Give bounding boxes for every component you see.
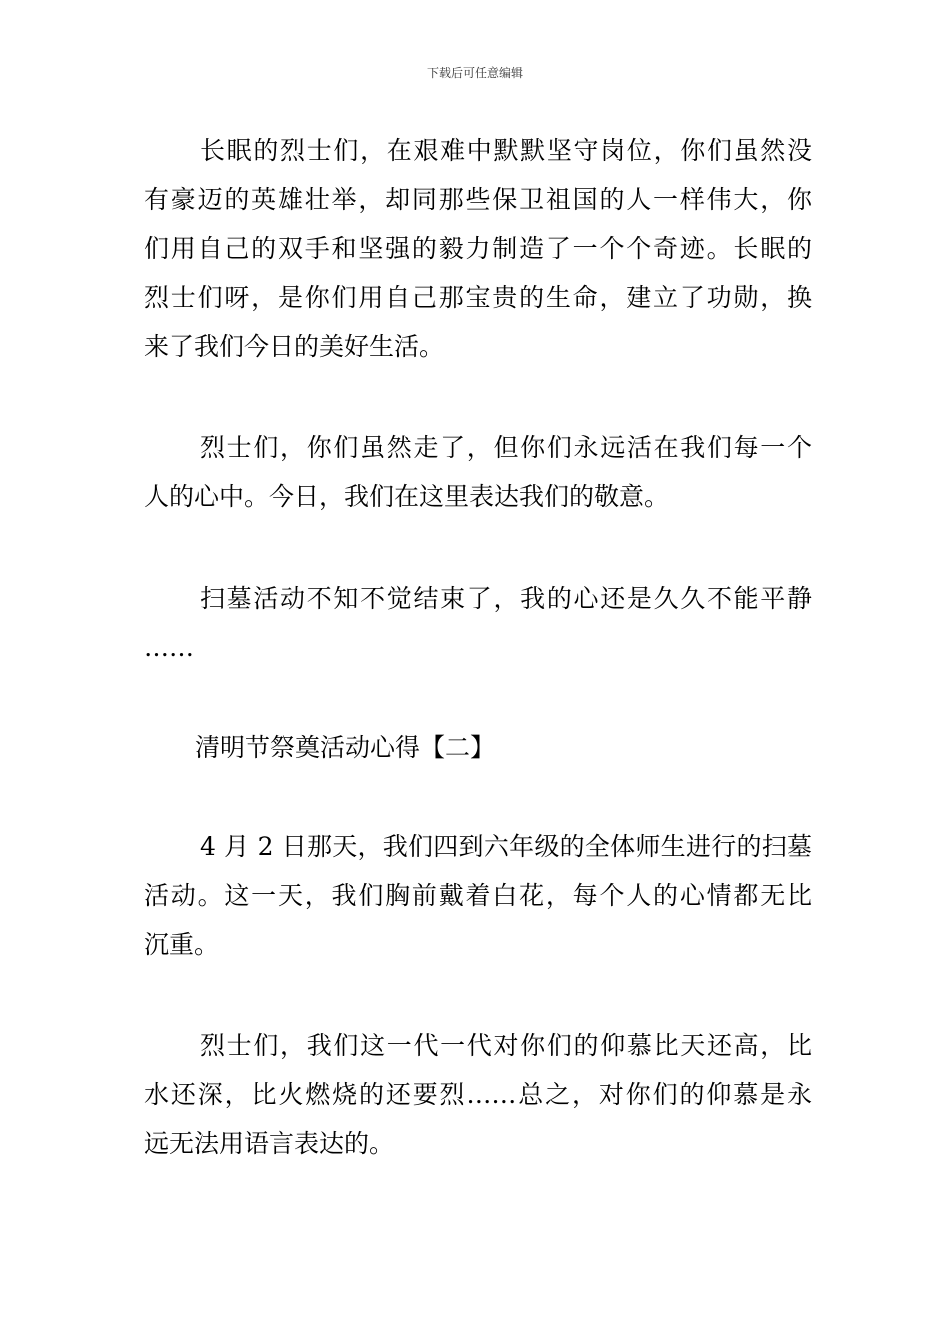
paragraph-line: 烈士们呀，是你们用自己那宝贵的生命，建立了功勋，换: [144, 283, 812, 312]
paragraph-line: 烈士们，我们这一代一代对你们的仰慕比天还高，比: [200, 1031, 812, 1060]
paragraph-4: [144, 822, 812, 969]
paragraph-line: 扫墓活动不知不觉结束了，我的心还是久久不能平静: [200, 584, 812, 613]
paragraph-line: 烈士们，你们虽然走了，但你们永远活在我们每一个: [200, 433, 812, 462]
paragraph-line: 长眠的烈士们，在艰难中默默坚守岗位，你们虽然没: [200, 136, 812, 165]
paragraph-5: [144, 1021, 812, 1168]
paragraph-line: ……: [144, 633, 194, 662]
paragraph-line: 活动。这一天，我们胸前戴着白花，每个人的心情都无比: [144, 881, 812, 910]
paragraph-line: 远无法用语言表达的。: [144, 1129, 395, 1158]
paragraph-line: 有豪迈的英雄壮举，却同那些保卫祖国的人一样伟大，你: [144, 185, 812, 214]
page-header-note: 下载后可任意编辑: [426, 66, 523, 80]
paragraph-line: 沉重。: [144, 930, 220, 959]
paragraph-line: 人的心中。今日，我们在这里表达我们的敬意。: [144, 482, 670, 511]
paragraph-line: 来了我们今日的美好生活。: [144, 332, 445, 361]
paragraph-line: 们用自己的双手和坚强的毅力制造了一个个奇迹。长眠的: [144, 234, 812, 263]
paragraph-line: 4 月 2 日那天，我们四到六年级的全体师生进行的扫墓: [200, 832, 812, 861]
paragraph-line: 水还深，比火燃烧的还要烈……总之，对你们的仰慕是永: [144, 1080, 812, 1109]
paragraph-2: [144, 423, 812, 521]
section-heading: 清明节祭奠活动心得【二】: [195, 733, 496, 762]
paragraph-1: [144, 126, 812, 371]
paragraph-3: [144, 574, 812, 672]
